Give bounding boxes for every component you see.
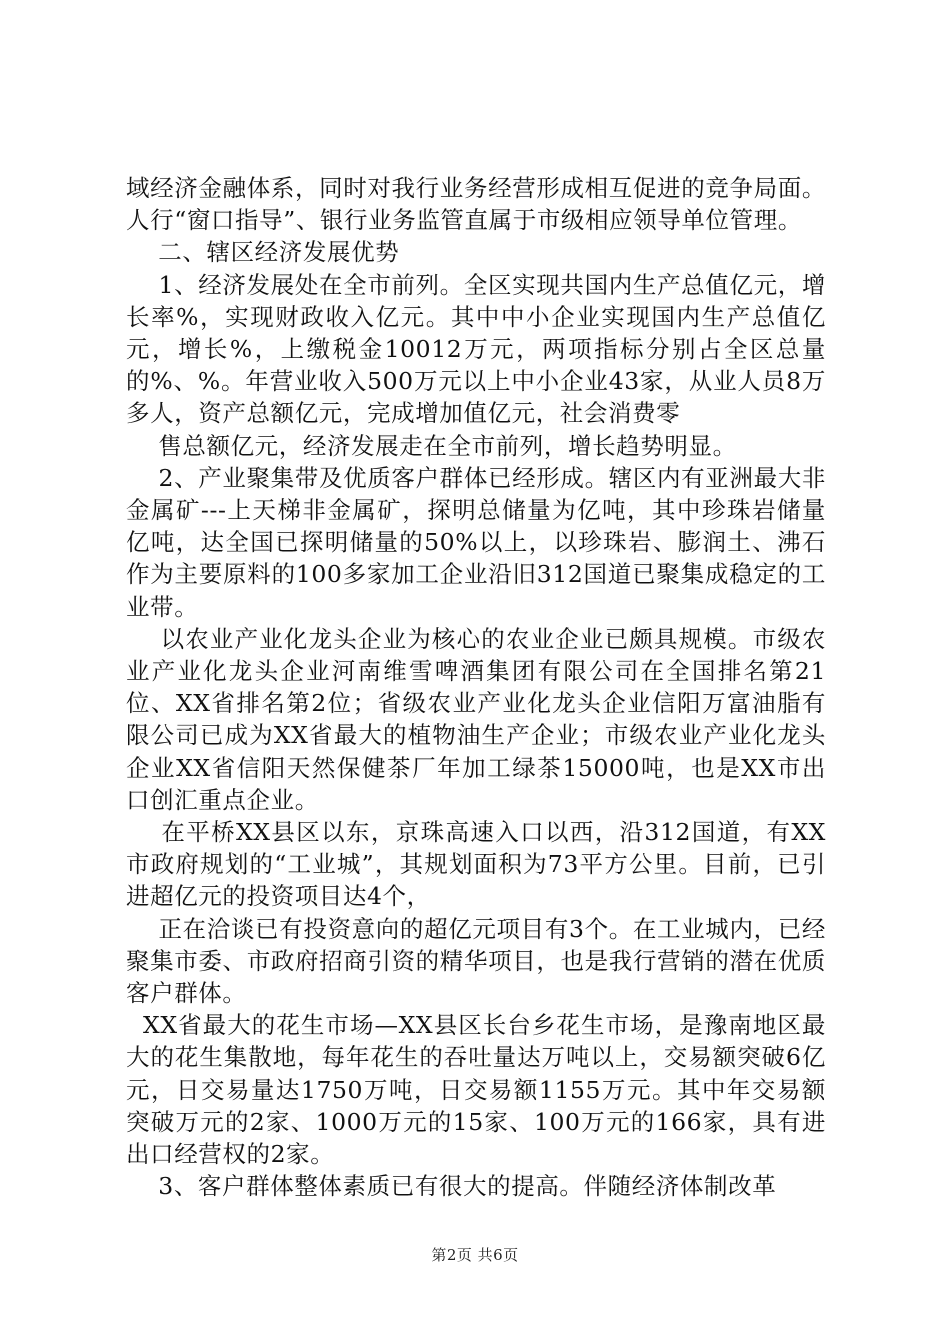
paragraph-8: XX省最大的花生市场—XX县区长台乡花生市场，是豫南地区最大的花生集散地，每年花生的吞吐量达万吨以上，交易额突破6亿元，日交易量达1750万吨，日交易额1155万元。其中年交易额突破万元的2家、1000万元的15家、100万元的166家，具有进出口经营权的2家。 [126,1011,826,1169]
document-body [126,172,826,1203]
paragraph-1: 域经济金融体系，同时对我行业务经营形成相互促进的竞争局面。人行“窗口指导”、银行业务监管直属于市级相应领导单位管理。 [126,174,826,235]
paragraph-3: 售总额亿元，经济发展走在全市前列，增长趋势明显。 [126,431,737,460]
paragraph-5: 以农业产业化龙头企业为核心的农业企业已颇具规模。市级农业产业化龙头企业河南维雪啤酒集团有限公司在全国排名第21位、XX省排名第2位；省级农业产业化龙头企业信阳万富油脂有限公司已成为XX省最大的植物油生产企业；市级农业产业化龙头企业XX省信阳天然保健茶厂年加工绿茶15000吨，也是XX市出口创汇重点企业。 [126,624,827,814]
paragraph-9: 3、客户群体整体素质已有很大的提高。伴随经济体制改革 [126,1172,777,1201]
page-number-label: 第2页 共6页 [431,1246,519,1264]
section-heading: 二、辖区经济发展优势 [126,238,400,267]
page-footer [0,1244,950,1265]
paragraph-2: 1、经济发展处在全市前列。全区实现共国内生产总值亿元，增长率%，实现财政收入亿元。其中中小企业实现国内生产总值亿元，增长%，上缴税金10012万元，两项指标分别占全区总量的%、%。年营业收入500万元以上中小企业43家，从业人员8万多人，资产总额亿元，完成增加值亿元，社会消费零 [126,270,826,428]
paragraph-7: 正在洽谈已有投资意向的超亿元项目有3个。在工业城内，已经聚集市委、市政府招商引资的精华项目，也是我行营销的潜在优质客户群体。 [126,914,826,1008]
paragraph-4: 2、产业聚集带及优质客户群体已经形成。辖区内有亚洲最大非金属矿---上天梯非金属矿，探明总储量为亿吨，其中珍珠岩储量亿吨，达全国已探明储量的50%以上，以珍珠岩、膨润土、沸石作为主要原料的100多家加工企业沿旧312国道已聚集成稳定的工业带。 [126,463,826,621]
paragraph-6: 在平桥XX县区以东，京珠高速入口以西，沿312国道，有XX市政府规划的“工业城”，其规划面积为73平方公里。目前，已引进超亿元的投资项目达4个， [126,818,826,911]
